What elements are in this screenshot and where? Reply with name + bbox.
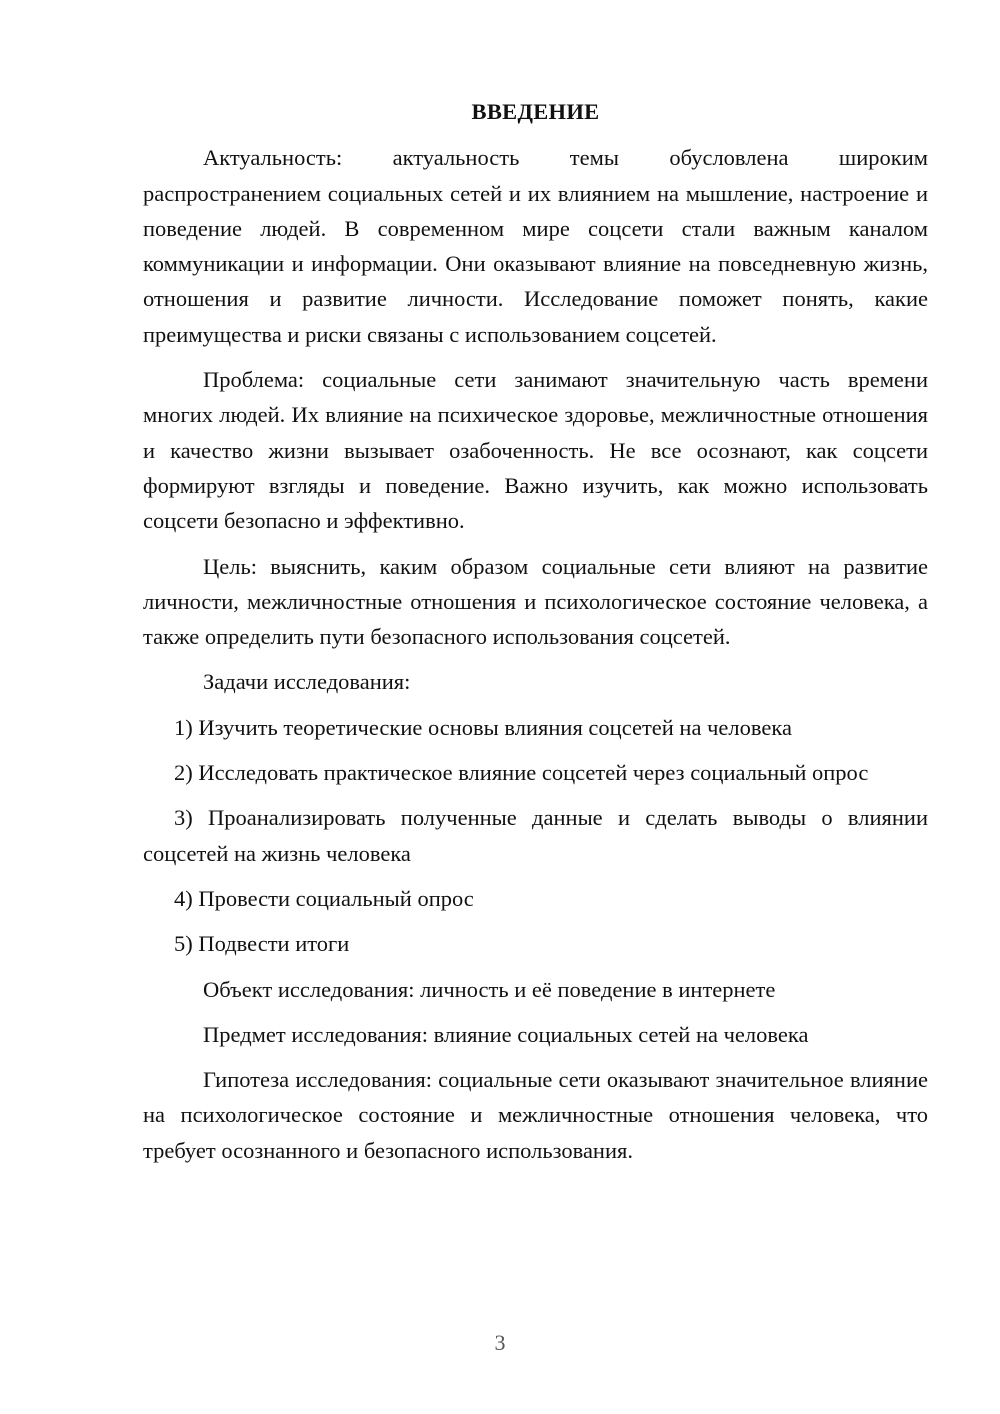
paragraph-problem: Проблема: социальные сети занимают значительную часть времени многих людей. Их влияние на психическое здоровье, межличностные отношения и качество жизни вызывает озабоченность. Не все осознают, как соцсети формируют взгляды и поведение. Важно изучить, как можно использовать соцсети безопасно и эффективно.	[143, 367, 928, 534]
research-object: Объект исследования: личность и её поведение в интернете	[203, 976, 776, 1002]
research-hypothesis: Гипотеза исследования: социальные сети оказывают значительное влияние на психологическое состояние и межличностные отношения человека, что требует осознанного и безопасного использования.	[143, 1067, 928, 1163]
page-number: 3	[494, 1330, 506, 1355]
page-title: ВВЕДЕНИЕ	[471, 99, 600, 124]
list-item: 1) Изучить теоретические основы влияния соцсетей на человека	[174, 714, 792, 740]
tasks-heading: Задачи исследования:	[203, 669, 411, 695]
list-item: 5) Подвести итоги	[174, 931, 350, 957]
research-subject: Предмет исследования: влияние социальных сетей на человека	[203, 1021, 809, 1047]
paragraph-relevance: Актуальность: актуальность темы обусловлена широким распространением социальных сетей и их влиянием на мышление, настроение и поведение людей. В современном мире соцсети стали важным каналом коммуникации и информации. Они оказывают влияние на повседневную жизнь, отношения и развитие личности. Исследование поможет понять, какие преимущества и риски связаны с использованием соцсетей.	[143, 145, 928, 347]
list-item: 3) Проанализировать полученные данные и сделать выводы о влиянии соцсетей на жизнь человека	[143, 805, 928, 866]
list-item: 2) Исследовать практическое влияние соцсетей через социальный опрос	[174, 760, 869, 786]
paragraph-goal: Цель: выяснить, каким образом социальные сети влияют на развитие личности, межличностные отношения и психологическое состояние человека, а также определить пути безопасного использования соцсетей.	[143, 553, 928, 650]
document-body	[143, 94, 928, 1178]
list-item: 4) Провести социальный опрос	[174, 885, 474, 911]
